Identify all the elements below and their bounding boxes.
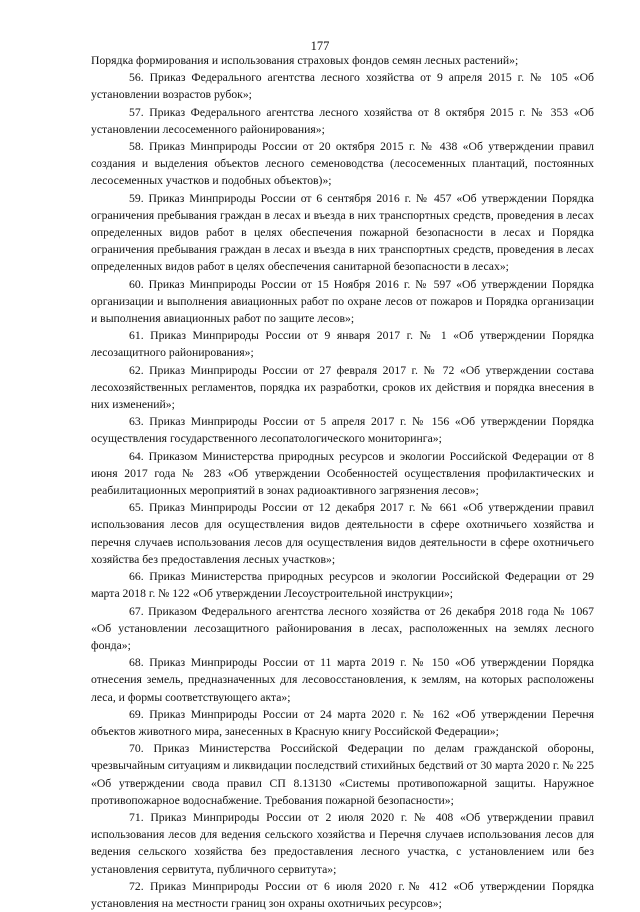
list-item: 69. Приказ Минприроды России от 24 марта 2020 г. № 162 «Об утверждении Перечня объектов животного мира, занесенных в Красную книгу Российской Федерации»; xyxy=(91,707,594,738)
document-body xyxy=(91,52,594,912)
list-item: 62. Приказ Минприроды России от 27 февраля 2017 г. № 72 «Об утверждении состава лесохозяйственных регламентов, порядка их разработки, сроков их действия и порядка внесения в них изменений»; xyxy=(91,363,594,412)
list-item: Порядка формирования и использования страховых фондов семян лесных растений»; xyxy=(91,54,519,67)
list-item: 59. Приказ Минприроды России от 6 сентября 2016 г. № 457 «Об утверждении Порядка ограничения пребывания граждан в лесах и въезда в них транспортных средств, проведения в лесах определенных видов работ в целях обеспечения пожарной безопасности в лесах и Порядка ограничения пребывания граждан в лесах и въезда в них транспортных средств, проведения в лесах определенных видов работ в целях обеспечения санитарной безопасности в лесах»; xyxy=(91,191,594,274)
list-item: 64. Приказом Министерства природных ресурсов и экологии Российской Федерации от 8 июня 2017 года № 283 «Об утверждении Особенностей осуществления профилактических и реабилитационных мероприятий в зонах радиоактивного загрязнения лесов»; xyxy=(91,449,594,498)
list-item: 67. Приказом Федерального агентства лесного хозяйства от 26 декабря 2018 года № 1067 «Об установлении лесозащитного районирования в лесах, расположенных на землях лесного фонда»; xyxy=(91,604,594,652)
list-item: 60. Приказ Минприроды России от 15 Ноября 2016 г. № 597 «Об утверждении Порядка организации и выполнения авиационных работ по охране лесов от пожаров и Порядка организации и выполнения авиационных работ по защите лесов»; xyxy=(91,277,594,326)
list-item: 56. Приказ Федерального агентства лесного хозяйства от 9 апреля 2015 г. № 105 «Об установлении возрастов рубок»; xyxy=(91,71,594,102)
list-item: 66. Приказ Министерства природных ресурсов и экологии Российской Федерации от 29 марта 2018 г. № 122 «Об утверждении Лесоустроительной инструкции»; xyxy=(91,570,594,601)
list-item: 65. Приказ Минприроды России от 12 декабря 2017 г. № 661 «Об утверждении правил использования лесов для осуществления видов деятельности в сфере охотничьего хозяйства и перечня случаев использования лесов для осуществления видов деятельности в сфере охотничьего хозяйства без предоставления лесных участков»; xyxy=(91,501,594,566)
list-item: 70. Приказ Министерства Российской Федерации по делам гражданской обороны, чрезвычайным ситуациям и ликвидации последствий стихийных бедствий от 30 марта 2020 г. № 225 «Об утверждении свода правил СП 8.13130 «Системы противопожарной защиты. Наружное противопожарное водоснабжение. Требования пожарной безопасности»; xyxy=(91,742,594,807)
list-item: 63. Приказ Минприроды России от 5 апреля 2017 г. № 156 «Об утверждении Порядка осуществления государственного лесопатологического мониторинга»; xyxy=(91,415,594,446)
list-item: 57. Приказ Федерального агентства лесного хозяйства от 8 октября 2015 г. № 353 «Об установлении лесосеменного районирования»; xyxy=(91,105,594,136)
list-item: 68. Приказ Минприроды России от 11 марта 2019 г. № 150 «Об утверждении Порядка отнесения земель, предназначенных для лесовосстановления, к землям, на которых расположены леса, и формы соответствующего акта»; xyxy=(91,656,594,704)
list-item: 71. Приказ Минприроды России от 2 июля 2020 г. № 408 «Об утверждении правил использования лесов для ведения сельского хозяйства и Перечня случаев использования лесов для ведения сельского хозяйства без предоставления лесного участка, с установлением или без установления сервитута, публичного сервитута»; xyxy=(91,810,594,876)
list-item: 58. Приказ Минприроды России от 20 октября 2015 г. № 438 «Об утверждении правил создания и выделения объектов лесного семеноводства (лесосеменных плантаций, постоянных лесосеменных участков и подобных объектов)»; xyxy=(91,140,594,188)
page-number: 177 xyxy=(310,39,330,53)
list-item: 61. Приказ Минприроды России от 9 января 2017 г. № 1 «Об утверждении Порядка лесозащитного районирования»; xyxy=(91,329,594,360)
list-item: 72. Приказ Минприроды России от 6 июля 2020 г.№ 412 «Об утверждении Порядка установления на местности границ зон охраны охотничьих ресурсов»; xyxy=(91,879,594,910)
